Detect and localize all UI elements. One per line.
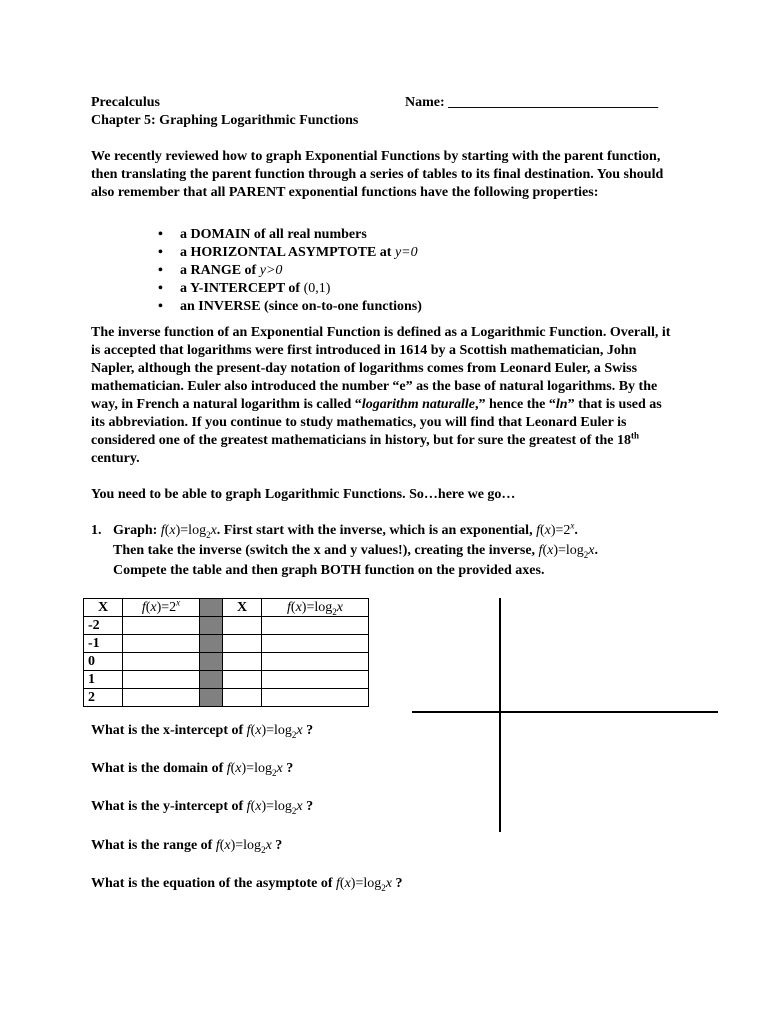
question-asymptote: What is the equation of the asymptote of $f(x)=\log_2x$ ?	[91, 876, 403, 893]
x-value: -2	[84, 617, 123, 635]
table-header-row	[84, 599, 369, 617]
answer-cell[interactable]	[123, 635, 200, 653]
answer-cell[interactable]	[262, 671, 369, 689]
divider-cell	[200, 635, 223, 653]
list-item: • a RANGE of y>0	[158, 263, 283, 278]
question-x-intercept: What is the x-intercept of $f(x)=\log_2x$ ?	[91, 723, 314, 740]
question-y-intercept: What is the y-intercept of $f(x)=\log_2x$ ?	[91, 799, 314, 816]
problem-line-2: Then take the inverse (switch the x and y values!), creating the inverse, $f(x)=\log_2x$.	[113, 543, 598, 560]
header-exponential: $f(x)=2^x$	[123, 599, 200, 617]
answer-cell[interactable]	[262, 617, 369, 635]
header-x: X	[84, 599, 123, 617]
x-value: 2	[84, 689, 123, 707]
name-field[interactable]: Name: ______________________________	[405, 95, 659, 110]
table-row	[84, 635, 369, 653]
value-table	[83, 598, 369, 707]
table-row	[84, 653, 369, 671]
list-item: • a Y-INTERCEPT of (0,1)	[158, 281, 331, 296]
answer-cell[interactable]	[123, 653, 200, 671]
properties-list	[158, 226, 422, 316]
problem-line-3: Compete the table and then graph BOTH function on the provided axes.	[113, 563, 545, 578]
intro-paragraph: We recently reviewed how to graph Exponential Functions by starting with the parent function, then translating the parent function through a series of tables to its final destination. You should also remember that all PARENT exponential functions have the following properties:	[91, 149, 664, 200]
problem-line-1: Graph: $f(x)=\log_2x$. First start with the inverse, which is an exponential, $f(x)=2^x$.	[113, 520, 578, 540]
answer-cell[interactable]	[123, 689, 200, 707]
answer-cell[interactable]	[123, 617, 200, 635]
answer-cell[interactable]	[262, 653, 369, 671]
problem-number: 1.	[91, 523, 102, 538]
divider-cell	[200, 653, 223, 671]
list-item: • an INVERSE (since on-to-one functions)	[158, 299, 422, 314]
history-paragraph: The inverse function of an Exponential Function is defined as a Logarithmic Function. Overall, it is accepted that logarithms were first introduced in 1614 by a Scottish mathematician, John Napler, although the present-day notation of logarithms comes from Leonard Euler, a Swiss mathematician. Euler also introduced the number “e” as the base of natural logarithms. By the way, in French a natural logarithm is called “logarithm naturalle,” hence the “ln” that is used as its abbreviation. If you continue to study mathematics, you will find that Leonard Euler is considered one of the greatest mathematicians in history, but for sure the greatest of the 18th century.	[91, 325, 671, 466]
divider-cell	[200, 617, 223, 635]
list-item: • a DOMAIN of all real numbers	[158, 227, 367, 242]
header-x2: X	[223, 599, 262, 617]
header-log: $f(x)=\log_2x$	[262, 599, 369, 617]
x-value: -1	[84, 635, 123, 653]
x-value: 1	[84, 671, 123, 689]
answer-cell[interactable]	[262, 635, 369, 653]
chapter-title: Chapter 5: Graphing Logarithmic Functions	[91, 113, 359, 128]
answer-cell[interactable]	[223, 653, 262, 671]
table-row	[84, 671, 369, 689]
list-item: • a HORIZONTAL ASYMPTOTE at y=0	[158, 245, 418, 260]
divider-cell	[200, 671, 223, 689]
blank-axes[interactable]	[410, 596, 722, 836]
answer-cell[interactable]	[223, 671, 262, 689]
lead-in: You need to be able to graph Logarithmic Functions. So…here we go…	[91, 487, 516, 502]
question-domain: What is the domain of $f(x)=\log_2x$ ?	[91, 761, 294, 778]
answer-cell[interactable]	[223, 635, 262, 653]
answer-cell[interactable]	[223, 617, 262, 635]
table-row	[84, 617, 369, 635]
question-range: What is the range of $f(x)=\log_2x$ ?	[91, 838, 283, 855]
x-value: 0	[84, 653, 123, 671]
divider-cell	[200, 689, 223, 707]
table-row	[84, 689, 369, 707]
course-title: Precalculus	[91, 95, 160, 110]
answer-cell[interactable]	[123, 671, 200, 689]
answer-cell[interactable]	[223, 689, 262, 707]
divider-cell	[200, 599, 223, 617]
answer-cell[interactable]	[262, 689, 369, 707]
